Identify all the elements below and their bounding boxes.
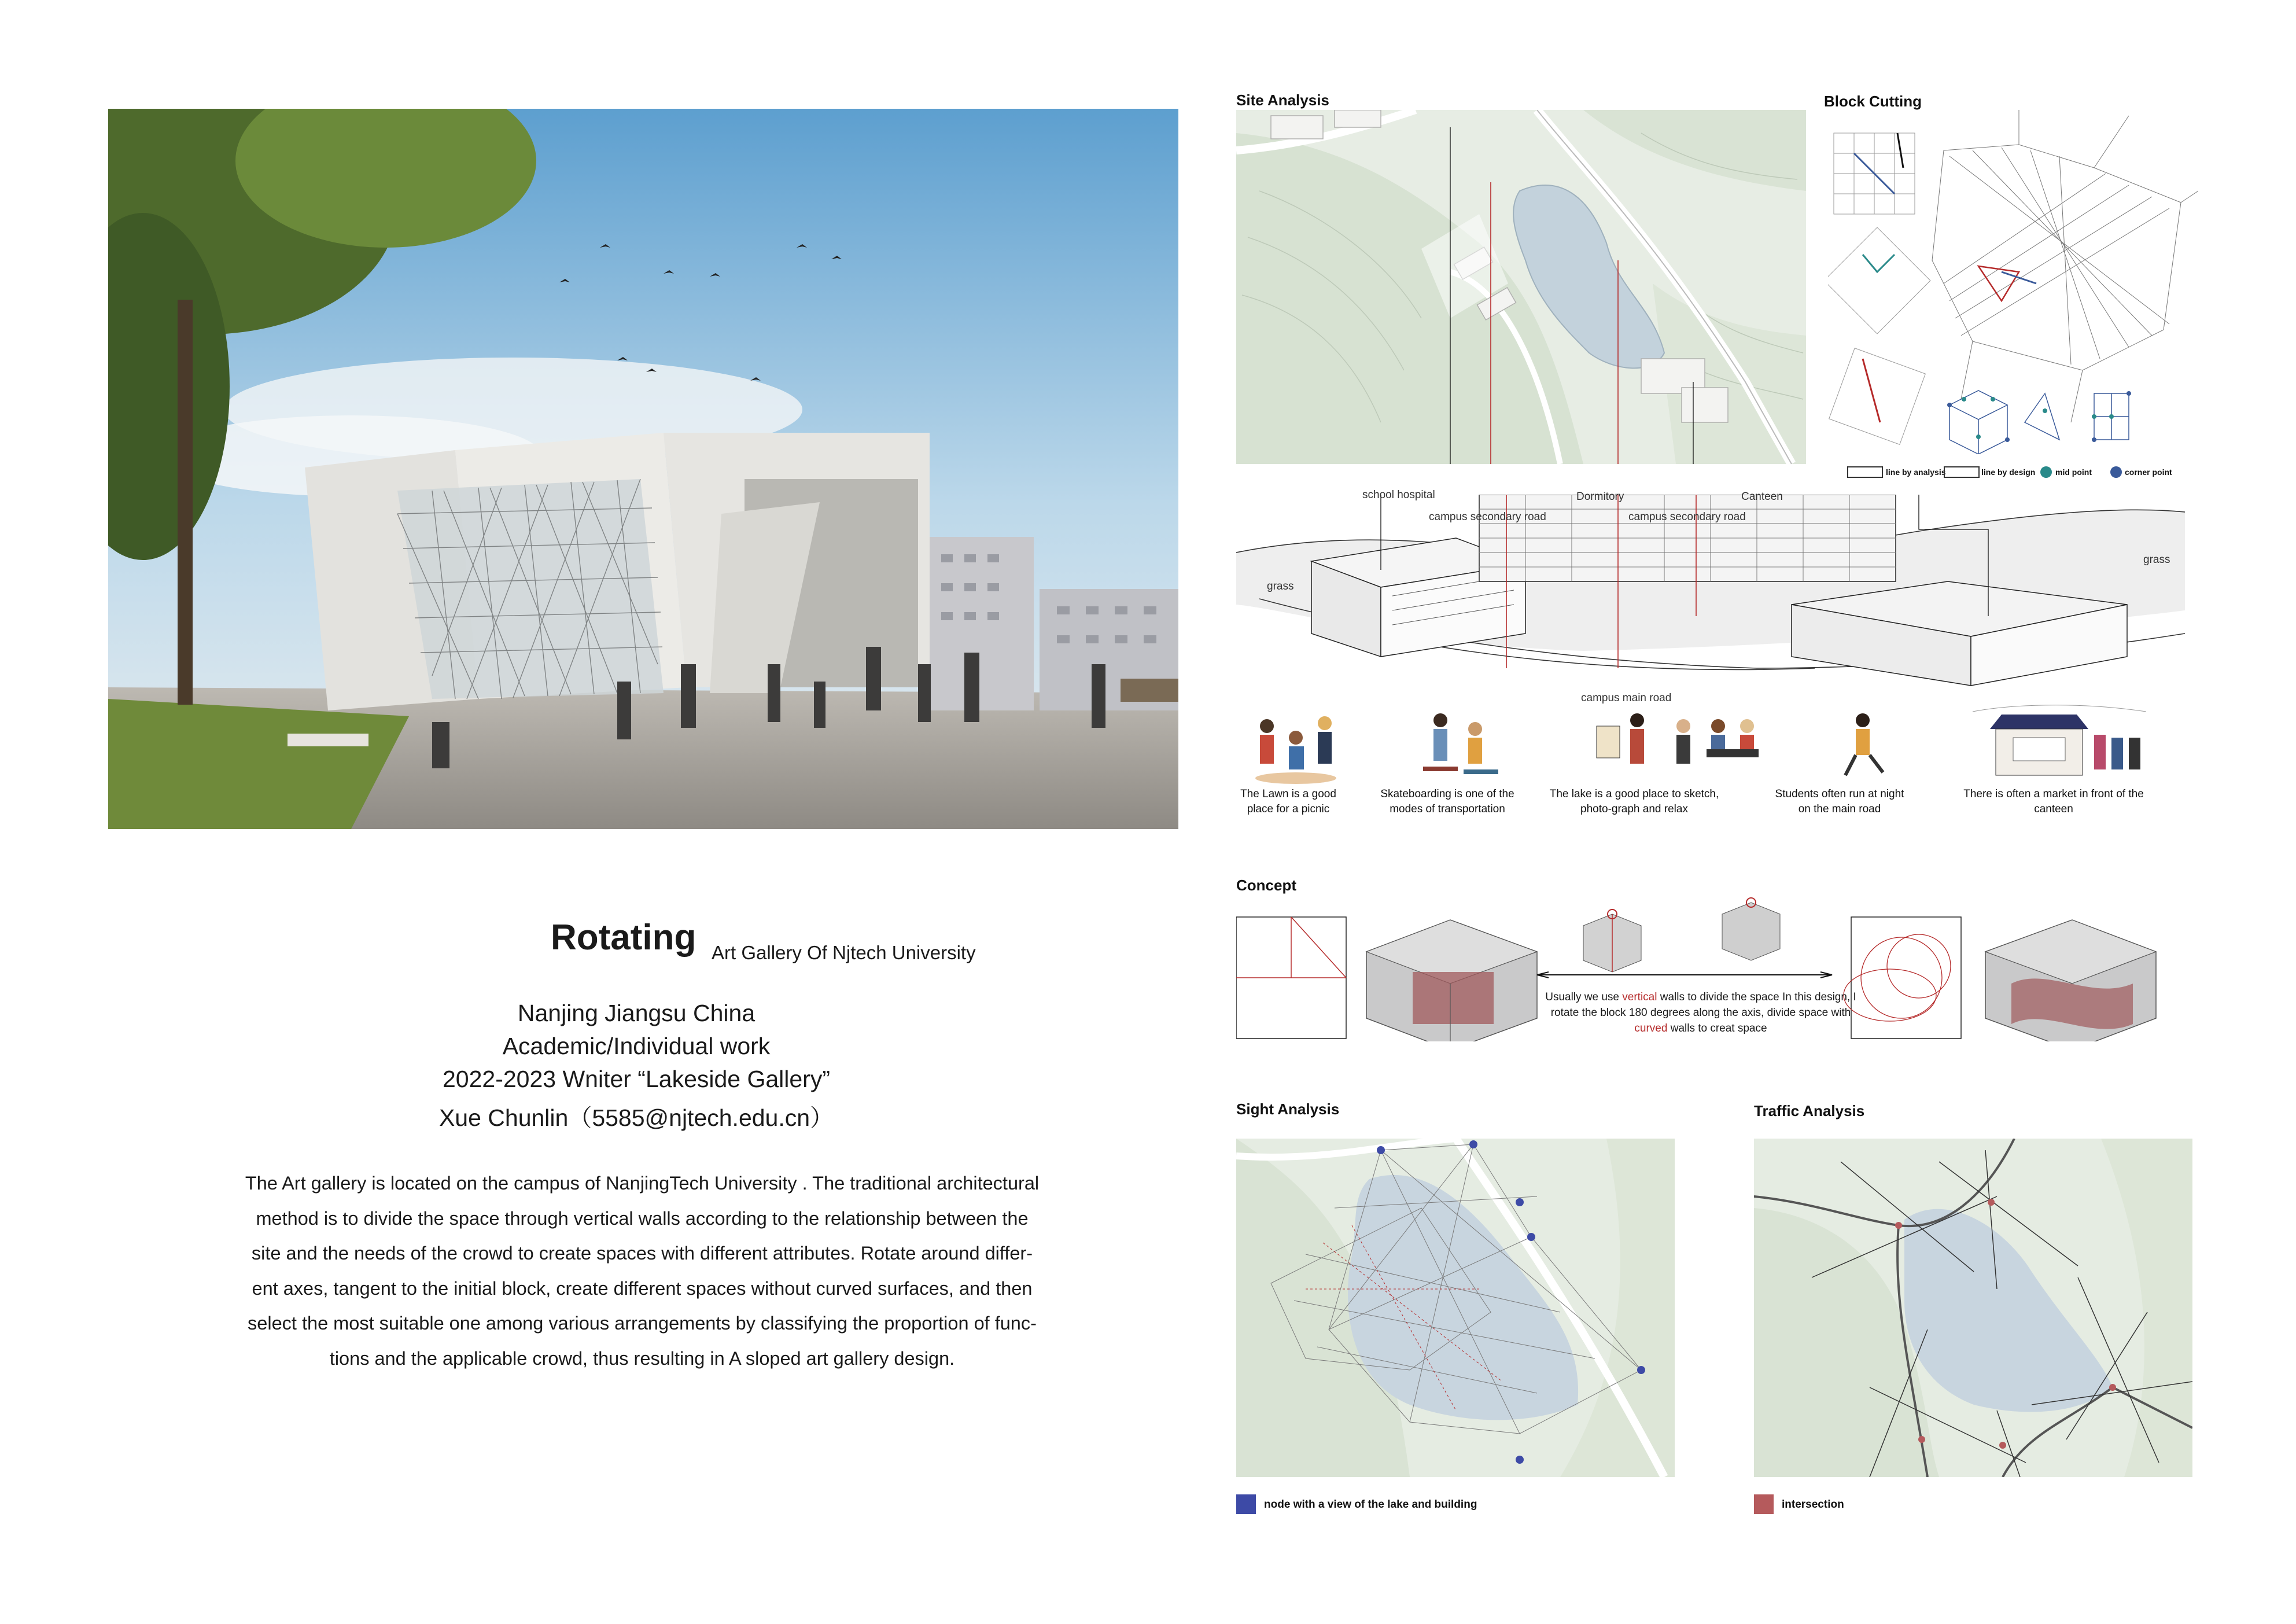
description-line: ent axes, tangent to the initial block, create different spaces without curved surfaces, and then	[252, 1277, 1033, 1299]
concept-text	[1539, 989, 1863, 1036]
legend-line-by-analysis: line by analysis	[1886, 467, 1946, 477]
caption-market: There is often a market in front of the canteen	[1963, 788, 2144, 815]
sight-node	[1516, 1456, 1524, 1464]
description-line: The Art gallery is located on the campus of NanjingTech University . The traditional architectural	[245, 1173, 1040, 1194]
project-subtitle: Art Gallery Of Njtech University	[712, 942, 976, 963]
caption-lake: The lake is a good place to sketch, photo-graph and relax	[1549, 788, 1719, 815]
project-description	[220, 1166, 1064, 1376]
description-line: site and the needs of the crowd to create spaces with different attributes. Rotate around differ-	[251, 1243, 1033, 1264]
label-main-road: campus main road	[1581, 692, 1672, 704]
sight-node	[1516, 1198, 1524, 1206]
intersection-node	[1895, 1222, 1902, 1229]
legend-intersection-label: intersection	[1782, 1498, 1844, 1511]
description-line: select the most suitable one among various arrangements by classifying the proportion of func-	[248, 1313, 1037, 1334]
label-secondary-road-2: campus secondary road	[1628, 511, 1746, 523]
legend-line-by-design: line by design	[1981, 467, 2036, 477]
info-location: Nanjing Jiangsu China	[517, 1000, 755, 1026]
traffic-intersections-layer	[1754, 1139, 2192, 1477]
sight-node	[1527, 1233, 1535, 1241]
legend-swatch-analysis	[1847, 466, 1883, 478]
site-analysis-map	[1236, 110, 1806, 464]
info-term: 2022-2023 Wniter “Lakeside Gallery”	[443, 1066, 830, 1092]
hero-rendering	[108, 109, 1178, 829]
block-cutting-title: Block Cutting	[1824, 93, 1922, 110]
caption-running: Students often run at night on the main road	[1775, 788, 1904, 815]
caption-picnic: The Lawn is a good place for a picnic	[1240, 788, 1336, 815]
skateboard-illustration	[1423, 713, 1498, 774]
intersection-node	[2109, 1384, 2116, 1391]
sight-node	[1469, 1140, 1477, 1148]
info-author: Xue Chunlin（5585@njtech.edu.cn）	[438, 1104, 834, 1131]
description-line: method is to divide the space through vertical walls according to the relationship between the	[256, 1207, 1029, 1229]
legend-cornerpoint-dot	[2110, 466, 2122, 478]
sight-nodes-layer	[1236, 1139, 1675, 1477]
intersection-node	[1988, 1199, 1995, 1206]
project-title: Rotating	[551, 918, 696, 958]
legend-node-label: node with a view of the lake and building	[1264, 1498, 1477, 1511]
sketch-illustration	[1597, 713, 1759, 764]
concept-text-pre: Usually we use	[1545, 991, 1623, 1003]
concept-text-vertical: vertical	[1622, 991, 1657, 1003]
legend-midpoint-dot	[2040, 466, 2052, 478]
caption-skateboarding: Skateboarding is one of the modes of transportation	[1380, 788, 1514, 815]
site-section-drawing	[1236, 495, 2185, 706]
block-cutting-diagrams	[1828, 98, 2198, 454]
label-school-hospital: school hospital	[1362, 489, 1435, 501]
market-illustration	[1973, 705, 2146, 775]
legend-corner-point: corner point	[2125, 467, 2172, 477]
label-secondary-road-1: campus secondary road	[1429, 511, 1546, 523]
concept-text-mid: walls to divide the space In this design, I rotate the block 180 degrees along the axis, divide space with	[1550, 991, 1856, 1019]
legend-node-swatch	[1236, 1494, 1256, 1514]
legend-intersection-swatch	[1754, 1494, 1774, 1514]
intersection-node	[1999, 1442, 2006, 1449]
activity-illustrations	[1250, 703, 2152, 787]
concept-title: Concept	[1236, 877, 1296, 894]
label-grass-right: grass	[2143, 554, 2170, 566]
sight-node	[1377, 1146, 1385, 1154]
concept-text-curved: curved	[1634, 1022, 1668, 1034]
info-work-type: Academic/Individual work	[502, 1033, 771, 1059]
traffic-analysis-title: Traffic Analysis	[1754, 1102, 1865, 1120]
sight-analysis-title: Sight Analysis	[1236, 1100, 1340, 1118]
label-dormitory: Dormitory	[1576, 491, 1624, 503]
label-grass-left: grass	[1267, 580, 1294, 592]
description-line: tions and the applicable crowd, thus resulting in A sloped art gallery design.	[329, 1347, 955, 1369]
concept-text-post: walls to creat space	[1667, 1022, 1767, 1034]
legend-mid-point: mid point	[2055, 467, 2092, 477]
sight-node	[1637, 1366, 1645, 1374]
legend-swatch-design	[1944, 466, 1980, 478]
running-illustration	[1845, 713, 1883, 775]
picnic-illustration	[1255, 716, 1336, 784]
intersection-node	[1918, 1436, 1925, 1443]
label-canteen: Canteen	[1741, 491, 1783, 503]
site-analysis-title: Site Analysis	[1236, 91, 1329, 109]
